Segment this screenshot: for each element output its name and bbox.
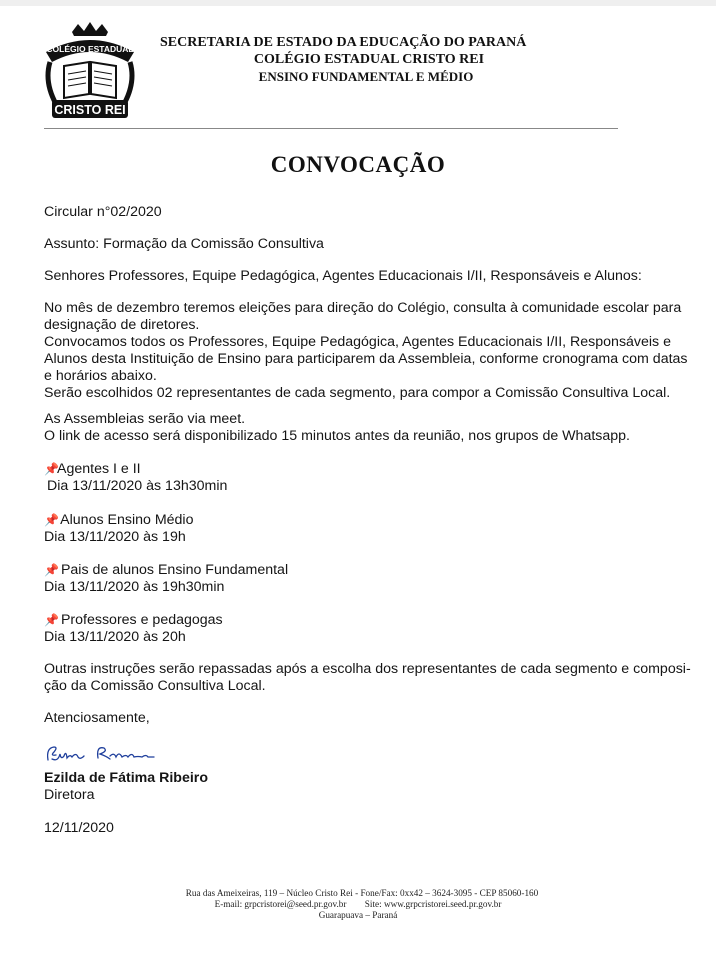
closing-instructions <box>44 661 691 695</box>
logo-top-text: COLÉGIO ESTADUAL <box>46 44 134 54</box>
letterhead-line-2: COLÉGIO ESTADUAL CRISTO REI <box>253 52 485 67</box>
paragraph-line: O link de acesso será disponibilizado 15 minutos antes da reunião, nos grupos de Whatsapp. <box>44 428 630 444</box>
schedule-item <box>44 512 684 546</box>
letterhead-line-1: SECRETARIA DE ESTADO DA EDUCAÇÃO DO PARANÁ <box>160 35 527 50</box>
schedule-item-title-text: Agentes I e II <box>57 461 141 477</box>
subject-line: Assunto: Formação da Comissão Consultiva <box>44 236 324 252</box>
paragraph-line: Alunos desta Instituição de Ensino para participarem da Assembleia, conforme cronograma com datas <box>44 351 688 367</box>
school-logo <box>42 22 138 120</box>
paragraph-line: Serão escolhidos 02 representantes de cada segmento, para compor a Comissão Consultiva Local. <box>44 385 671 401</box>
schedule-item-title-text: Alunos Ensino Médio <box>60 512 194 528</box>
signatory-role: Diretora <box>44 787 95 803</box>
regards: Atenciosamente, <box>44 710 150 726</box>
schedule-item-date: Dia 13/11/2020 às 19h30min <box>44 579 225 595</box>
paragraph-line: Outras instruções serão repassadas após a escolha dos representantes de cada segmento e composi- <box>44 661 691 677</box>
schedule-item-title <box>44 612 684 629</box>
schedule-item <box>44 562 684 596</box>
schedule-item <box>44 461 684 495</box>
schedule-item-title-text: Pais de alunos Ensino Fundamental <box>60 562 289 578</box>
schedule-item-title <box>44 512 684 529</box>
open-book-icon <box>64 62 116 98</box>
pushpin-icon: 📌 <box>44 513 59 527</box>
paragraph-line: ção da Comissão Consultiva Local. <box>44 678 266 694</box>
document-date: 12/11/2020 <box>44 820 114 836</box>
paragraph-meet <box>44 411 684 445</box>
handwritten-signature <box>44 742 174 768</box>
schedule-item-title-text: Professores e pedagogas <box>60 612 223 628</box>
paragraph-line: As Assembleias serão via meet. <box>44 411 246 427</box>
top-edge-shade <box>0 0 716 6</box>
salutation: Senhores Professores, Equipe Pedagógica, Agentes Educacionais I/II, Responsáveis e Alunos: <box>44 268 642 284</box>
letterhead-line-3: ENSINO FUNDAMENTAL E MÉDIO <box>258 69 474 84</box>
paragraph-line: Convocamos todos os Professores, Equipe Pedagógica, Agentes Educacionais I/II, Responsáveis e <box>44 334 671 350</box>
footer-contact: E-mail: grpcristorei@seed.pr.gov.br Site: www.grpcristorei.seed.pr.gov.br <box>214 899 502 909</box>
schedule-item-date: Dia 13/11/2020 às 19h <box>44 529 186 545</box>
pushpin-icon: 📌 <box>44 462 59 476</box>
schedule-item <box>44 612 684 646</box>
signatory-name: Ezilda de Fátima Ribeiro <box>44 770 208 786</box>
footer-city: Guarapuava – Paraná <box>318 910 398 920</box>
footer-address: Rua das Ameixeiras, 119 – Núcleo Cristo Rei - Fone/Fax: 0xx42 – 3624-3095 - CEP 85060-160 <box>185 888 539 898</box>
circular-number: Circular n°02/2020 <box>44 204 162 220</box>
signatory <box>44 770 684 804</box>
pushpin-icon: 📌 <box>44 613 59 627</box>
schedule-item-date: Dia 13/11/2020 às 20h <box>44 629 186 645</box>
pushpin-icon: 📌 <box>44 563 59 577</box>
footer <box>0 888 716 921</box>
schedule-item-title <box>44 562 684 579</box>
crown-icon <box>72 22 108 36</box>
schedule-item-title <box>44 461 684 478</box>
paragraph-line: designação de diretores. <box>44 317 200 333</box>
schedule-item-date: Dia 13/11/2020 às 13h30min <box>47 478 228 494</box>
document-title: CONVOCAÇÃO <box>270 152 446 177</box>
paragraph-line: No mês de dezembro teremos eleições para direção do Colégio, consulta à comunidade escolar para <box>44 300 682 316</box>
paragraph-elections <box>44 300 688 402</box>
header-divider <box>44 128 618 129</box>
logo-bottom-text: CRISTO REI <box>54 103 126 117</box>
paragraph-line: e horários abaixo. <box>44 368 157 384</box>
letterhead <box>150 34 580 85</box>
